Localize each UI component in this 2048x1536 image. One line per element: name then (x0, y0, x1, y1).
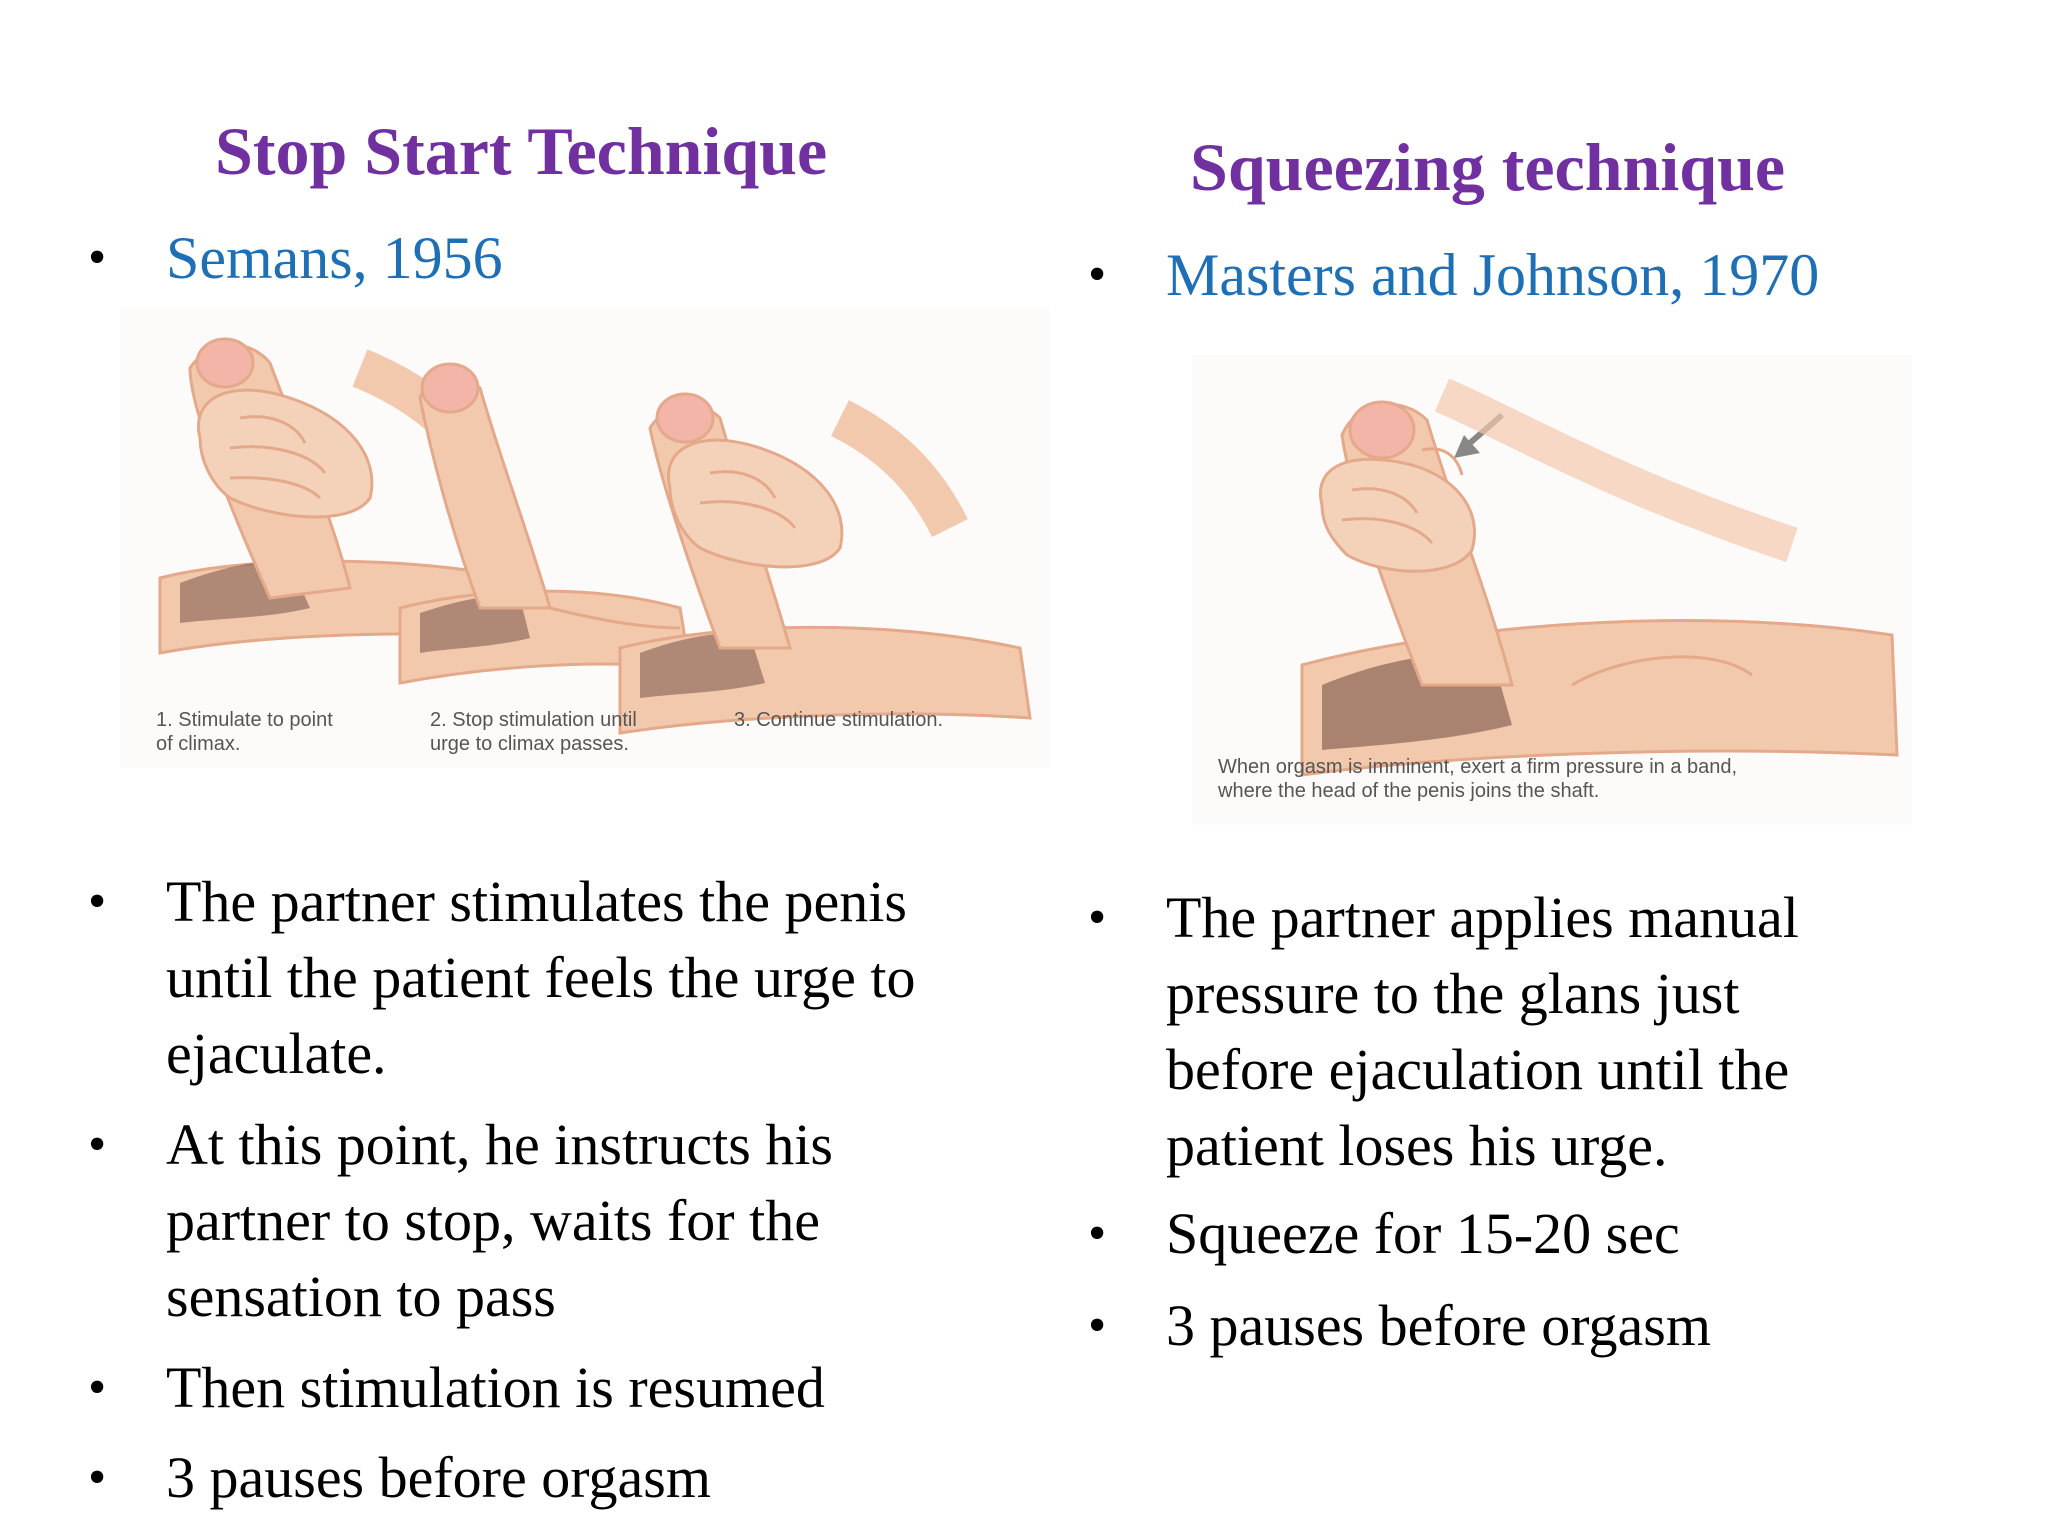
stop-start-point-4 (88, 1440, 988, 1516)
bullet-icon: • (88, 1359, 107, 1416)
stage-3-drawing (620, 394, 1030, 733)
squeeze-point-3-text: 3 pauses before orgasm (1166, 1293, 1711, 1358)
stage-2-drawing (400, 364, 690, 683)
stop-start-drawing (120, 308, 1050, 768)
squeeze-caption: When orgasm is imminent, exert a firm pressure in a band, where the head of the penis joins the shaft. (1218, 756, 1738, 802)
bullet-icon: • (88, 1116, 107, 1173)
stop-start-point-3-text: Then stimulation is resumed (166, 1355, 825, 1420)
squeeze-point-1-text: The partner applies manual pressure to the glans just before ejaculation until the patient loses his urge. (1166, 885, 1799, 1178)
squeeze-reference-item (1088, 237, 2018, 313)
stop-start-point-2 (88, 1107, 988, 1335)
stage-3-caption: 3. Continue stimulation. (734, 709, 944, 731)
stop-start-point-2-text: At this point, he instructs his partner to stop, waits for the sensation to pass (166, 1112, 833, 1329)
stop-start-point-1 (88, 864, 988, 1092)
squeeze-point-1 (1088, 880, 2018, 1184)
squeeze-point-3 (1088, 1288, 2018, 1364)
bullet-icon: • (88, 229, 107, 286)
bullet-icon: • (1088, 889, 1107, 946)
squeeze-title: Squeezing technique (1190, 129, 1786, 205)
bullet-icon: • (1088, 1205, 1107, 1262)
stop-start-title: Stop Start Technique (215, 113, 828, 189)
squeeze-point-2-text: Squeeze for 15-20 sec (1166, 1201, 1680, 1266)
bullet-icon: • (1088, 1297, 1107, 1354)
stop-start-reference-item (88, 220, 988, 296)
stop-start-point-1-text: The partner stimulates the penis until the patient feels the urge to ejaculate. (166, 869, 916, 1086)
stop-start-point-4-text: 3 pauses before orgasm (166, 1445, 711, 1510)
stage-1-caption: 1. Stimulate to point of climax. (156, 709, 333, 755)
squeeze-illustration (1192, 355, 1912, 825)
stop-start-point-3 (88, 1350, 988, 1426)
squeeze-point-2 (1088, 1196, 2018, 1272)
stop-start-illustration (120, 308, 1050, 768)
bullet-icon: • (88, 1449, 107, 1506)
stage-2-caption: 2. Stop stimulation until urge to climax passes. (430, 709, 637, 755)
bullet-icon: • (1088, 246, 1107, 303)
squeeze-reference: Masters and Johnson, 1970 (1166, 242, 1820, 308)
stop-start-reference: Semans, 1956 (166, 225, 503, 291)
bullet-icon: • (88, 873, 107, 930)
